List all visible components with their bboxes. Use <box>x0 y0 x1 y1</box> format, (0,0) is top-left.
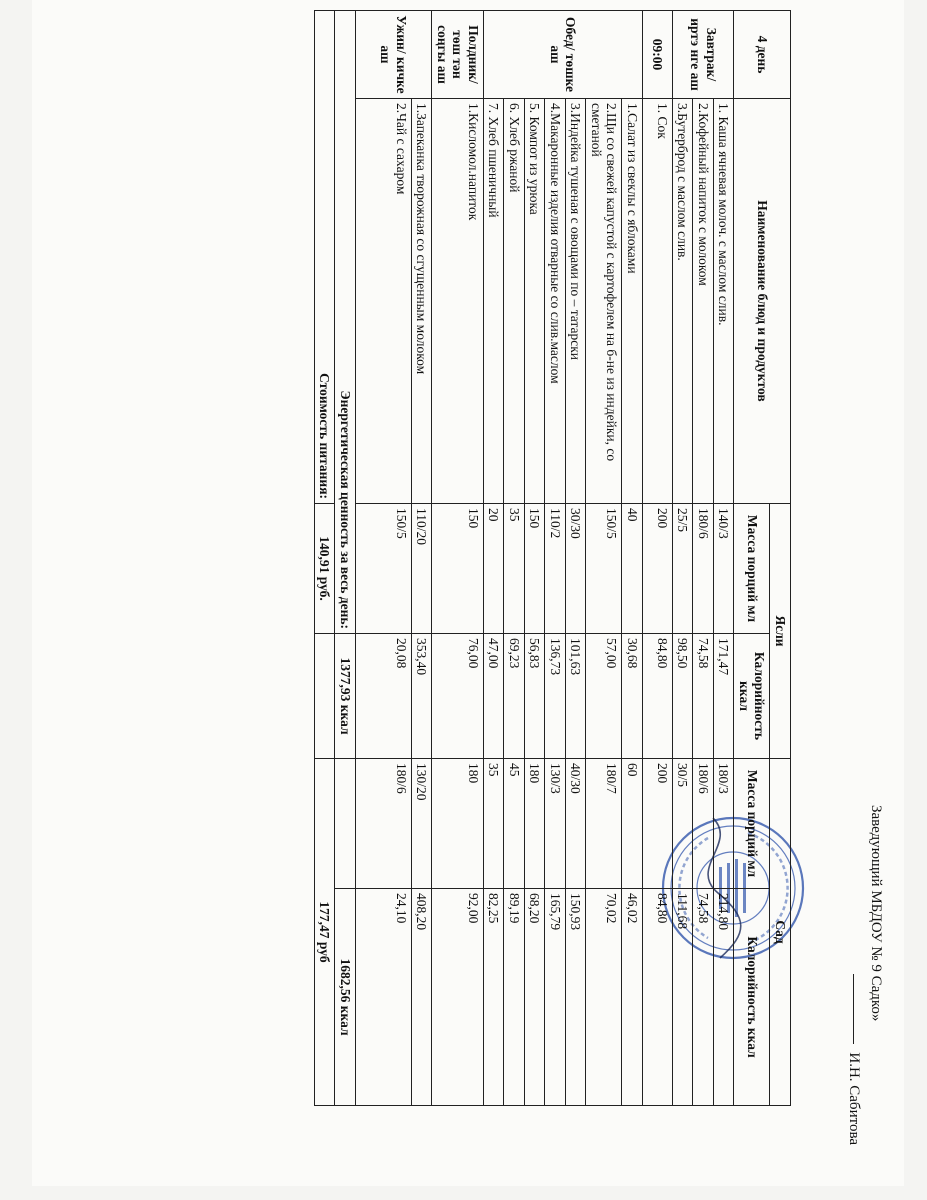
dish-name: 4.Макаронные изделия отварные со слив.маслом <box>545 99 566 504</box>
signature-line <box>853 974 854 1044</box>
dish-name: 1. Сок <box>642 99 672 504</box>
dish-name: 7. Хлеб пшеничный <box>483 99 504 504</box>
yasli-kcal-header: Калорийность ккал <box>734 634 770 759</box>
dish-name: 2.Кофейный напиток с молоком <box>693 99 714 504</box>
yasli-mass: 150 <box>432 504 484 634</box>
menu-table <box>314 10 791 1106</box>
sad-kcal: 74,58 <box>693 889 714 1106</box>
yasli-mass: 150/5 <box>355 504 411 634</box>
table-row <box>545 11 566 1106</box>
yasli-kcal: 30,68 <box>622 634 643 759</box>
sad-kcal: 68,20 <box>524 889 545 1106</box>
sad-mass: 60 <box>622 759 643 889</box>
sad-mass: 180/7 <box>586 759 622 889</box>
sad-kcal: 24,10 <box>355 889 411 1106</box>
cost-sad: 177,47 руб <box>314 759 335 1106</box>
cost-total-row <box>314 11 335 1106</box>
yasli-kcal: 57,00 <box>586 634 622 759</box>
approval-header <box>798 5 888 1195</box>
dish-name-header: Наименование блюд и продуктов <box>734 99 791 504</box>
sad-kcal: 46,02 <box>622 889 643 1106</box>
sad-mass: 40/30 <box>565 759 586 889</box>
dish-name: 1.Салат из свеклы с яблоками <box>622 99 643 504</box>
sad-mass: 180/3 <box>713 759 734 889</box>
sad-mass: 180/6 <box>693 759 714 889</box>
yasli-kcal: 353,40 <box>411 634 432 759</box>
approval-line-1: Заведующий МБДОУ № 9 Садко» <box>868 805 884 1022</box>
cost-label: Стоимость питания: <box>314 11 335 504</box>
sad-kcal: 165,79 <box>545 889 566 1106</box>
sad-kcal: 92,00 <box>432 889 484 1106</box>
sad-kcal: 408,20 <box>411 889 432 1106</box>
table-row <box>483 11 504 1106</box>
sad-mass: 180 <box>432 759 484 889</box>
table-row <box>642 11 672 1106</box>
sad-kcal: 70,02 <box>586 889 622 1106</box>
yasli-kcal: 20,08 <box>355 634 411 759</box>
yasli-mass-header: Масса порций мл <box>734 504 770 634</box>
yasli-mass: 20 <box>483 504 504 634</box>
sad-mass: 30/5 <box>672 759 693 889</box>
table-row <box>355 11 411 1106</box>
meal-label-lunch: Обед/ төшке аш <box>483 11 642 99</box>
director-name: И.Н. Сабитова <box>846 1052 862 1145</box>
yasli-mass: 40 <box>622 504 643 634</box>
yasli-kcal: 84,80 <box>642 634 672 759</box>
yasli-mass: 110/2 <box>545 504 566 634</box>
energy-total-row <box>335 11 356 1106</box>
meal-label-dinner: Ужин/ кичке аш <box>355 11 432 99</box>
meal-label-breakfast: Завтрак/иртэ нге аш <box>672 11 734 99</box>
yasli-kcal: 47,00 <box>483 634 504 759</box>
sad-mass: 130/20 <box>411 759 432 889</box>
meal-label-afternoon-snack: Полдник/төш тән соңгы аш <box>432 11 484 99</box>
table-row <box>504 11 525 1106</box>
sad-mass: 180/6 <box>355 759 411 889</box>
sad-kcal: 214,80 <box>713 889 734 1106</box>
sad-kcal: 82,25 <box>483 889 504 1106</box>
yasli-kcal: 56,83 <box>524 634 545 759</box>
yasli-mass: 200 <box>642 504 672 634</box>
dish-name: 6. Хлеб ржаной <box>504 99 525 504</box>
rotated-page <box>118 5 888 1195</box>
energy-total-label: Энергетическая ценность за весь день: <box>335 11 356 634</box>
table-row <box>524 11 545 1106</box>
dish-name: 2.Щи со свежей капустой с картофелем на б-не из индейки, со сметаной <box>586 99 622 504</box>
sad-kcal: 150,93 <box>565 889 586 1106</box>
energy-total-yasli: 1377,93 ккал <box>335 634 356 759</box>
yasli-mass: 25/5 <box>672 504 693 634</box>
yasli-kcal: 136,73 <box>545 634 566 759</box>
dish-name: 1.Запеканка творожная со сгущенным молоком <box>411 99 432 504</box>
yasli-kcal: 74,58 <box>693 634 714 759</box>
table-row <box>411 11 432 1106</box>
table-row <box>432 11 484 1106</box>
yasli-kcal: 171,47 <box>713 634 734 759</box>
cost-spacer <box>314 634 335 759</box>
yasli-kcal: 76,00 <box>432 634 484 759</box>
sad-mass: 180 <box>524 759 545 889</box>
yasli-mass: 30/30 <box>565 504 586 634</box>
yasli-kcal: 69,23 <box>504 634 525 759</box>
dish-name: 1. Каша ячневая молоч. с маслом слив. <box>713 99 734 504</box>
approval-line-2 <box>845 805 862 1145</box>
table-row <box>672 11 693 1106</box>
yasli-mass: 35 <box>504 504 525 634</box>
meal-label-snack-0900: 09:00 <box>642 11 672 99</box>
yasli-mass: 180/6 <box>693 504 714 634</box>
table-row <box>622 11 643 1106</box>
dish-name: 2.Чай с сахаром <box>355 99 411 504</box>
sad-kcal-header: Калорийность ккал <box>734 889 770 1106</box>
sad-mass: 45 <box>504 759 525 889</box>
day-label: 4 день <box>734 11 791 99</box>
group-yasli-header: Ясли <box>770 504 791 759</box>
energy-total-spacer <box>335 759 356 889</box>
yasli-mass: 110/20 <box>411 504 432 634</box>
sad-kcal: 84,80 <box>642 889 672 1106</box>
dish-name: 3.Бутерброд с маслом слив. <box>672 99 693 504</box>
sad-mass: 35 <box>483 759 504 889</box>
table-row <box>693 11 714 1106</box>
table-row <box>565 11 586 1106</box>
table-row <box>713 11 734 1106</box>
dish-name: 3.Индейка тушеная с овощами по – татарски <box>565 99 586 504</box>
group-sad-header: Сад <box>770 759 791 1106</box>
yasli-mass: 150 <box>524 504 545 634</box>
sad-kcal: 89,19 <box>504 889 525 1106</box>
dish-name: 1.Кисломол.напиток <box>432 99 484 504</box>
sad-mass: 200 <box>642 759 672 889</box>
cost-yasli: 140,91 руб. <box>314 504 335 634</box>
table-row <box>586 11 622 1106</box>
energy-total-sad: 1682,56 ккал <box>335 889 356 1106</box>
sad-kcal: 111,68 <box>672 889 693 1106</box>
yasli-mass: 150/5 <box>586 504 622 634</box>
yasli-kcal: 101,63 <box>565 634 586 759</box>
yasli-mass: 140/3 <box>713 504 734 634</box>
dish-name: 5. Компот из урюка <box>524 99 545 504</box>
sad-mass: 130/3 <box>545 759 566 889</box>
sad-mass-header: Масса порций мл <box>734 759 770 889</box>
yasli-kcal: 98,50 <box>672 634 693 759</box>
